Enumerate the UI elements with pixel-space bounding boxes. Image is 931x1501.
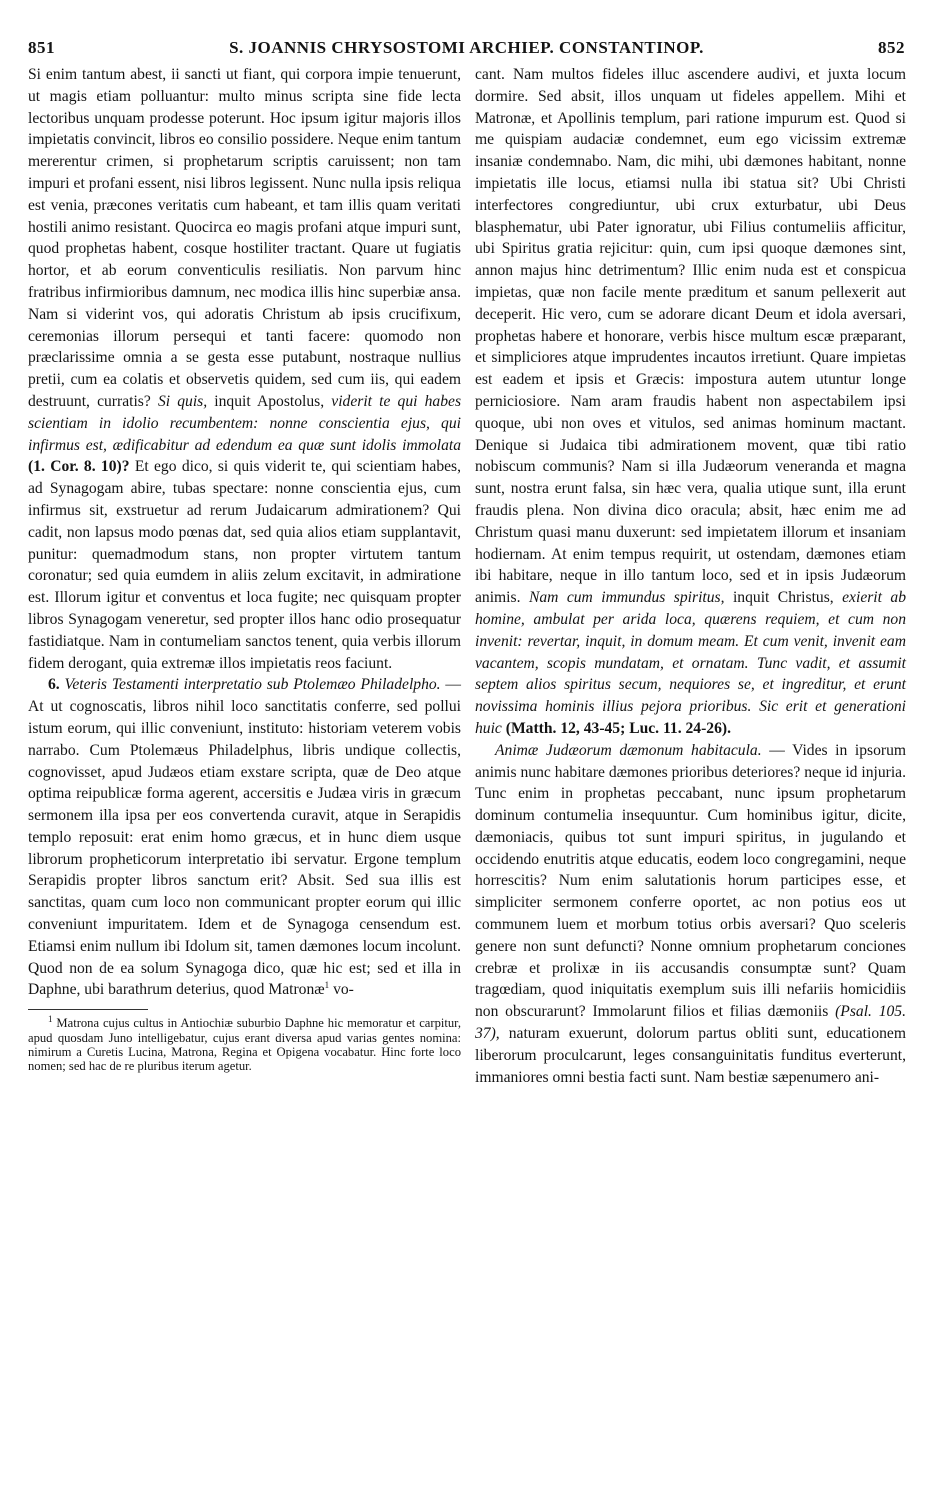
page-number-left: 851 [28,38,55,57]
section-6-heading: Veteris Testamenti interpretatio sub Ptolemæo Philadelpho. [64,676,441,694]
section-6-paragraph [28,674,461,1001]
footnote-marker: 1 [324,980,330,991]
section-6-number: 6. [48,676,60,694]
right-p1-quote-a: Nam cum immundus spiritus, [528,589,725,607]
left-column [28,64,461,1074]
section-animae-paragraph [475,740,906,1089]
left-paragraph-1 [28,64,461,674]
left-p1-text-b: inquit Apostolus, [214,392,325,410]
footnote [28,1016,461,1074]
right-p1-quote-b: exierit ab homine, ambulat per arida loca, quærens requiem, et cum non invenit: revertar, inquit, in domum meam. Et cum venit, invenit eam vacantem, scopis mundatam, et ornatam. Tunc vadit, et assumit septem alios spiritus secum, nequiores se, et ingreditur, et erunt novissima hominis illius pejora prioribus. Sic erit et generationi huic [475,589,907,737]
section-animae-heading: Animæ Judæorum dæmonum habitacula. [495,741,762,759]
right-column [475,64,906,1088]
left-p1-quote-a: Si quis, [157,392,208,410]
right-p1-text-b: inquit Christus, [732,589,834,607]
left-p1-text-a: Si enim tantum abest, ii sancti ut fiant, qui corpora impie tenuerunt, ut magis etiam polluantur: multo minus scripta sine fide lecta lectoribus unquam prodesse poterunt. Hoc ipsum igitur majoris illos impietatis convincit, libros eo consilio possidere. Neque enim tantum mererentur crimen, si prophetarum scriptis caruissent; non tam impuri et profani essent, nisi libros legissent. Nunc nulla ipsis reliqua est venia, præcones veritatis cum habeant, et tam illis quam veritati hostili animo resistant. Quocirca eo magis profani atque impuri sunt, quod prophetas habent, cosque hostiliter tractant. Quare ut fugiatis hortor, et ab eorum conventiculis resiliatis. Non parvum hinc fratribus infirmioribus damnum, nec modica illis hinc superbiæ ansa. Nam si viderint vos, qui adoratis Christum ab ipsis crucifixum, ceremonias illorum persequi et tanti facere: quomodo non præclarissime omnia a se gesta esse putabunt, nostraque nullius pretii, cum ea colatis et observetis quidem, sed cum iis, qui eadem destruunt, curratis? [28,66,461,410]
left-p1-text-c: Et ego dico, si quis viderit te, qui scientiam habes, ad Synagogam abire, tubas spectare: nonne conscientia ejus, cum infirmus sit, exstruetur ad rerum Judaicarum admirationem? Qui cadit, non lapsus modo pœnas dat, sed quia alios etiam supplantavit, punitur: quemadmodum stans, non propter virtutem tantum coronatur; sed quia eumdem in aliis zelum excitavit, in admiratione est. Illorum igitur et conventus et loca fugite; nec quisquam propter libros Synagogam veneretur, sed propter illos hanc odio prosequatur fastidiatque. Nam in contumeliam sanctos tenent, quia verbis illorum fidem derogant, quia extremæ illos impietatis reos faciunt. [28,458,462,672]
footnote-number: 1 [48,1014,53,1025]
footnote-text: Matrona cujus cultus in Antiochiæ suburbio Daphne hic memoratur et carpitur, apud quosdam Juno intelligebatur, cujus erant diversa apud varias gentes nomina: nimirum a Curetis Lucina, Matrona, Regina et Opigena vocabatur. Hinc forte loco nomen; sed hac de re pluribus iterum agetur. [28,1016,461,1074]
right-paragraph-1 [475,64,906,740]
footnote-rule [28,1009,148,1010]
left-p1-reference: (1. Cor. 8. 10)? [28,458,130,476]
section-animae-reference: (Psal. 105. 37), [475,1003,906,1043]
running-title: S. JOANNIS CHRYSOSTOMI ARCHIEP. CONSTANTINOP. [229,38,704,57]
section-animae-text-a: — Vides in ipsorum animis nunc habitare dæmones prioribus deteriores? neque id injuria. Tunc enim in prophetas peccabant, nunc ipsum prophetarum dominum contumelia insequuntur. Cum hominibus igitur, dicite, dæmoniacis, quibus tot sunt impuri spiritus, in jugulando et occidendo enutritis atque educatis, eodem loco congregamini, neque horrescitis? Num enim salutationis horum participes esse, et simpliciter sermonem conferre oportet, ac non potius eos ut communem luem et morbum totius orbis aversari? Quo sceleris genere non sunt defuncti? Nonne omnium prophetarum conciones crebræ et prolixæ in iis accusandis consumptæ sunt? Quam tragœdiam, quod iniquitatis exemplum suis illi nefariis homicidiis non obscurarunt? Immolarunt filios et filias dæmoniis [475,741,906,1021]
running-header [28,32,905,62]
section-6-text-a: — At ut cognoscatis, libros nihil loco sanctitatis conferre, sed pollui istum eorum, qui illic conveniunt, instituto: historiam veterem vobis narrabo. Cum Ptolemæus Philadelphus, libris undique collectis, cognovisset, apud Judæos etiam exstare scripta, quæ de Deo atque optima reipublicæ forma agerent, accersitis e Judæa viris in græcum sermonem illa ipsa per eos convertenda curavit, atque in Serapidis templo reposuit: erat enim homo græcus, et in hunc diem usque librorum propheticorum interpretatio ibi servatur. Ergone templum Serapidis propter libros sanctum erit? Absit. Sed sua illis est sanctitas, quam cum loco non communicant propter eorum qui illic conveniunt impuritatem. Idem et de Synagoga censendum est. Etiamsi enim nullum ibi Idolum sit, tamen dæmones locum incolunt. Quod non de ea solum Synagoga dico, quæ hic est; sed et illa in Daphne, ubi barathrum deterius, quod Matronæ [28,676,462,999]
section-6-text-b: vo- [333,981,354,999]
section-animae-text-b: naturam exuerunt, dolorum partus obliti sunt, educationem liberorum proculcarunt, leges consanguinitatis funditus everterunt, immaniores omni bestia facti sunt. Nam bestiæ sæpenumero ani- [475,1025,906,1086]
page-number-right: 852 [878,38,905,57]
right-p1-text-a: cant. Nam multos fideles illuc ascendere audivi, et juxta locum dormire. Sed absit, illos unquam ut fideles appellem. Mihi et Matronæ, et Apollinis templum, pari ratione impurum est. Quod si me quispiam audaciæ condemnet, eum ego vicissim extremæ insaniæ condemnabo. Nam, dic mihi, ubi dæmones habitant, nonne impietatis ille locus, etiamsi nulla ibi statua sit? Ubi Christi interfectores congrediuntur, ubi crux exturbatur, ubi Deus blasphematur, ubi Pater ignoratur, ubi Filius contumeliis afficitur, ubi Spiritus gratia rejicitur: quin, cum ipsi quoque dæmones sint, annon majus hinc detrimentum? Illic enim nuda est et conspicua impietas, quæ non facile mente præditum et sanum pellexerit aut deceperit. Hic vero, cum se adorare dicant Deum et idola aversari, prophetas habere et honorare, verbis hisce multum escæ præparant, et simpliciores atque imprudentes incautos irretiunt. Quare impietas est eadem et ipsis et Græcis: impostura autem utuntur longe perniciosiore. Nam aram fraudis habent non aspectabilem ipsi quoque, ubi non oves et vitulos, sed animas hominum mactant. Denique si Judaica tibi admirationem movent, quæ tibi ratio nobiscum communis? Nam si illa Judæorum veneranda et magna sunt, nostra erunt falsa, sin hæc vera, qualia utique sunt, illa erunt fraudis plena. Non divina dico oracula; absit, hæc enim me ad Christum quasi manu duxerunt: sed impietatem illorum et insaniam hodiernam. At enim tempus requirit, ut ostendam, dæmones etiam ibi habitare, neque in illo tantum loco, sed et in ipsis Judæorum animis. [475,66,906,607]
left-p1-quote-b: viderit te qui habes scientiam in idolio recumbentem: nonne conscientia ejus, qui infirmus est, ædificabitur ad edendum ea quæ sunt idolis immolata [28,392,462,454]
right-p1-reference: (Matth. 12, 43-45; Luc. 11. 24-26). [505,719,731,737]
